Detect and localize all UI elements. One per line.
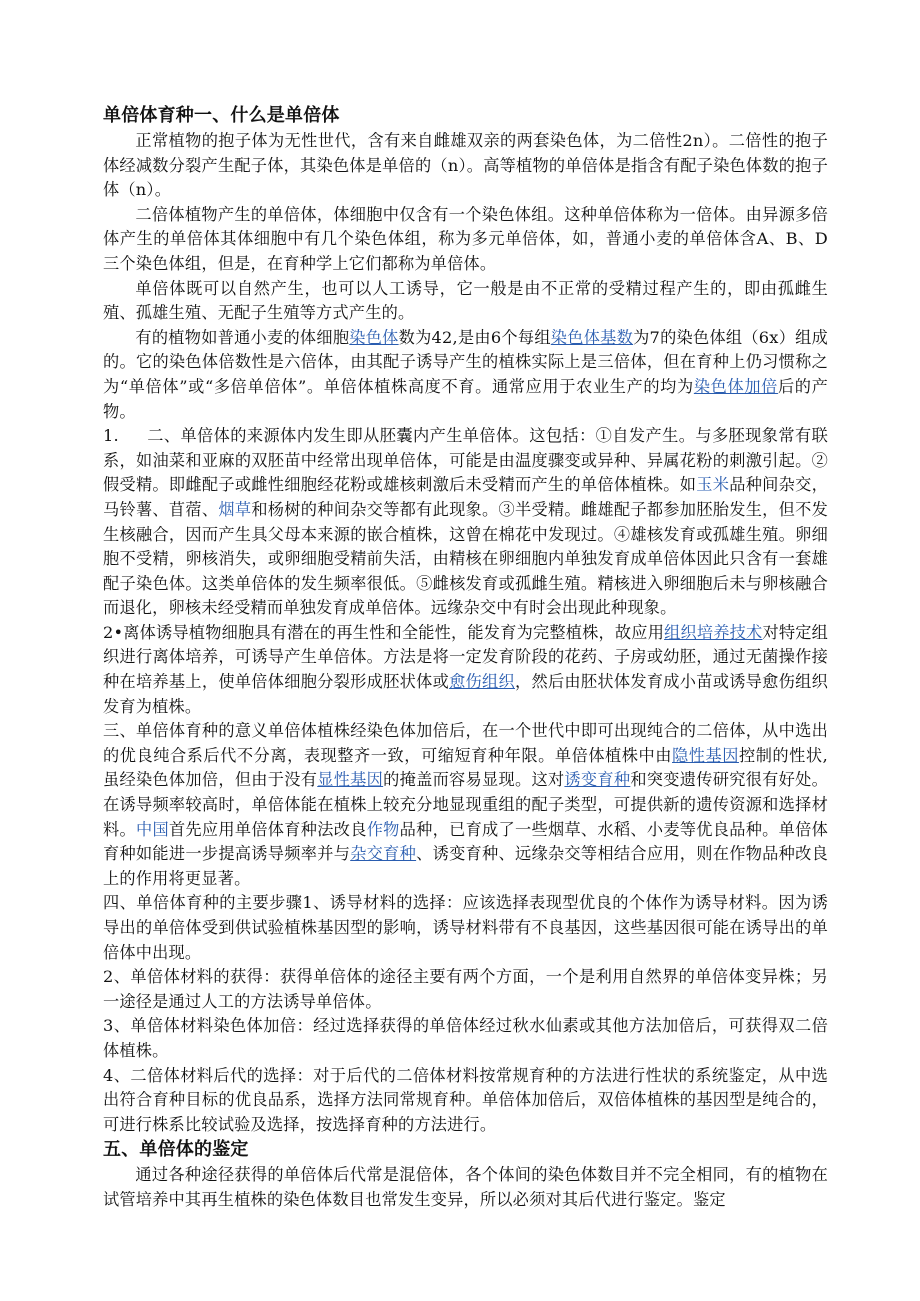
text-segment: 对特定组织进行离体培养，可诱导产生单倍体。方法是将一定发育阶段的花药、子房或幼胚，通过无菌操作接种在培养基上，使单倍体细胞分裂形成胚状体或: [103, 622, 828, 692]
link-chromosome-doubling[interactable]: 染色体加倍: [693, 376, 778, 396]
text-segment: 的掩盖而容易显现。这对: [383, 770, 565, 790]
link-recessive-gene[interactable]: 隐性基因: [672, 745, 739, 765]
text-segment: 控制的性状,虽经染色体加倍，但由于没有: [103, 745, 828, 790]
paragraph-3: 单倍体既可以自然产生，也可以人工诱导，它一般是由不正常的受精过程产生的，即由孤雌生殖、孤雄生殖、无配子生殖等方式产生的。: [103, 278, 828, 323]
link-crop[interactable]: 作物: [366, 819, 400, 839]
text-segment: 品种间杂交，马铃薯、苜蓿、: [103, 475, 829, 519]
paragraph-2: 二倍体植物产生的单倍体，体细胞中仅含有一个染色体组。这种单倍体称为一倍体。由异源多倍体产生的单倍体其体细胞中有几个染色体组，称为多元单倍体，如，普通小麦的单倍体含A、B、D三个染色体组，但是，在育种学上它们都称为单倍体。: [103, 204, 828, 273]
link-chromosome-base-number[interactable]: 染色体基数: [550, 327, 634, 347]
document-page: [103, 103, 828, 1213]
text-segment: 后的产物。: [103, 376, 829, 421]
text-segment: 、诱变育种、远缘杂交等相结合应用，则在作物品种改良上的作用将更显著。: [103, 844, 828, 888]
text-segment: 2•离体诱导植物细胞具有潜在的再生性和全能性，能发育为完整植株，故应用: [103, 622, 665, 642]
paragraph-6: [103, 621, 828, 719]
paragraph-9: 2、单倍体材料的获得：获得单倍体的途径主要有两个方面，一个是利用自然界的单倍体变异株；另一途径是通过人工的方法诱导单倍体。: [103, 967, 828, 1011]
link-cross-breeding[interactable]: 杂交育种: [350, 844, 417, 864]
text-segment: 和突变遗传研究很有好处。在诱导频率较高时，单倍体能在植株上较充分地显现重组的配子类型，可提供新的遗传资源和选择材料。: [103, 770, 828, 839]
paragraph-7: [103, 719, 828, 891]
document-title: 单倍体育种一、什么是单倍体: [103, 105, 340, 126]
paragraph-12: 通过各种途径获得的单倍体后代常是混倍体，各个体间的染色体数目并不完全相同，有的植物在试管培养中其再生植株的染色体数目也常发生变异，所以必须对其后代进行鉴定。鉴定: [103, 1165, 828, 1209]
paragraph-1: 正常植物的抱子体为无性世代，含有来自雌雄双亲的两套染色体，为二倍性2n）。二倍性的抱子体经减数分裂产生配子体，其染色体是单倍的（n）。高等植物的单倍体是指含有配子染色体数的抱子体（n）。: [103, 131, 828, 200]
link-corn[interactable]: 玉米: [696, 475, 730, 495]
link-china[interactable]: 中国: [135, 819, 169, 839]
section-5-heading: 五、单倍体的鉴定: [103, 1139, 249, 1161]
link-tissue-culture[interactable]: 组织培养技术: [664, 622, 763, 642]
list-number: 1.: [103, 426, 119, 446]
paragraph-10: 3、单倍体材料染色体加倍：经过选择获得的单倍体经过秋水仙素或其他方法加倍后，可获得双二倍体植株。: [103, 1016, 828, 1060]
text-segment: 有的植物如普通小麦的体细胞: [135, 327, 350, 347]
link-dominant-gene[interactable]: 显性基因: [317, 770, 384, 790]
link-mutation-breeding[interactable]: 诱变育种: [564, 770, 631, 790]
text-segment: 数为42,是由6个每组: [398, 327, 551, 347]
text-segment: 和杨树的种间杂交等都有此现象。③半受精。雌雄配子都参加胚胎发生，但不发生核融合，因而产生具父母本来源的嵌合植株，这曾在棉花中发现过。④雄核发育或孤雄生殖。卵细胞不受精，卵核消失，或卵细胞受精前失活，由精核在卵细胞内单独发育成单倍体因此只含有一套雄配子染色体。这类单倍体的发生频率很低。⑤雌核发育或孤雌生殖。精核进入卵细胞后未与卵核融合而退化，卵核未经受精而单独发育成单倍体。远缘杂交中有时会出现此种现象。: [103, 499, 829, 618]
paragraph-4: [103, 326, 828, 424]
link-chromosome[interactable]: 染色体: [349, 327, 399, 347]
text-segment: 三、单倍体育种的意义单倍体植株经染色体加倍后，在一个世代中即可出现纯合的二倍体，从中选出的优良纯合系后代不分离，表现整齐一致，可缩短育种年限。单倍体植株中由: [103, 721, 828, 765]
link-callus[interactable]: 愈伤组织: [449, 672, 515, 692]
text-segment: 首先应用单倍体育种法改良: [168, 819, 367, 839]
paragraph-5: [103, 424, 828, 621]
paragraph-8: 四、单倍体育种的主要步骤1、诱导材料的选择：应该选择表现型优良的个体作为诱导材料。因为诱导出的单倍体受到供试验植株基因型的影响，诱导材料带有不良基因，这些基因很可能在诱导出的单倍体中出现。: [103, 893, 828, 962]
paragraph-11: 4、二倍体材料后代的选择：对于后代的二倍体材料按常规育种的方法进行性状的系统鉴定，从中选出符合育种目标的优良品系，选择方法同常规育种。单倍体加倍后，双倍体植株的基因型是纯合的，可进行株系比较试验及选择，按选择育种的方法进行。: [103, 1065, 828, 1134]
link-tobacco[interactable]: 烟草: [218, 499, 252, 519]
text-segment: ，然后由胚状体发育成小苗或诱导愈伤组织发育为植株。: [103, 672, 828, 716]
text-segment: 品种，已育成了一些烟草、水稻、小麦等优良品种。单倍体育种如能进一步提高诱导频率并与: [103, 819, 829, 864]
text-segment: 二、单倍体的来源体内发生即从胚囊内产生单倍体。这包括：①自发产生。与多胚现象常有联系，如油菜和亚麻的双胚苗中经常出现单倍体，可能是由温度骤变或异种、异属花粉的刺激引起。②假受精。即雌配子或雌性细胞经花粉或雄核刺激后未受精而产生的单倍体植株。如: [103, 426, 828, 495]
text-segment: 为7的染色体组（6x）组成的。它的染色体倍数性是六倍体，由其配子诱导产生的植株实际上是三倍体，但在育种上仍习惯称之为“单倍体”或“多倍单倍体”。单倍体植株高度不育。通常应用于农业生产的均为: [103, 327, 828, 396]
